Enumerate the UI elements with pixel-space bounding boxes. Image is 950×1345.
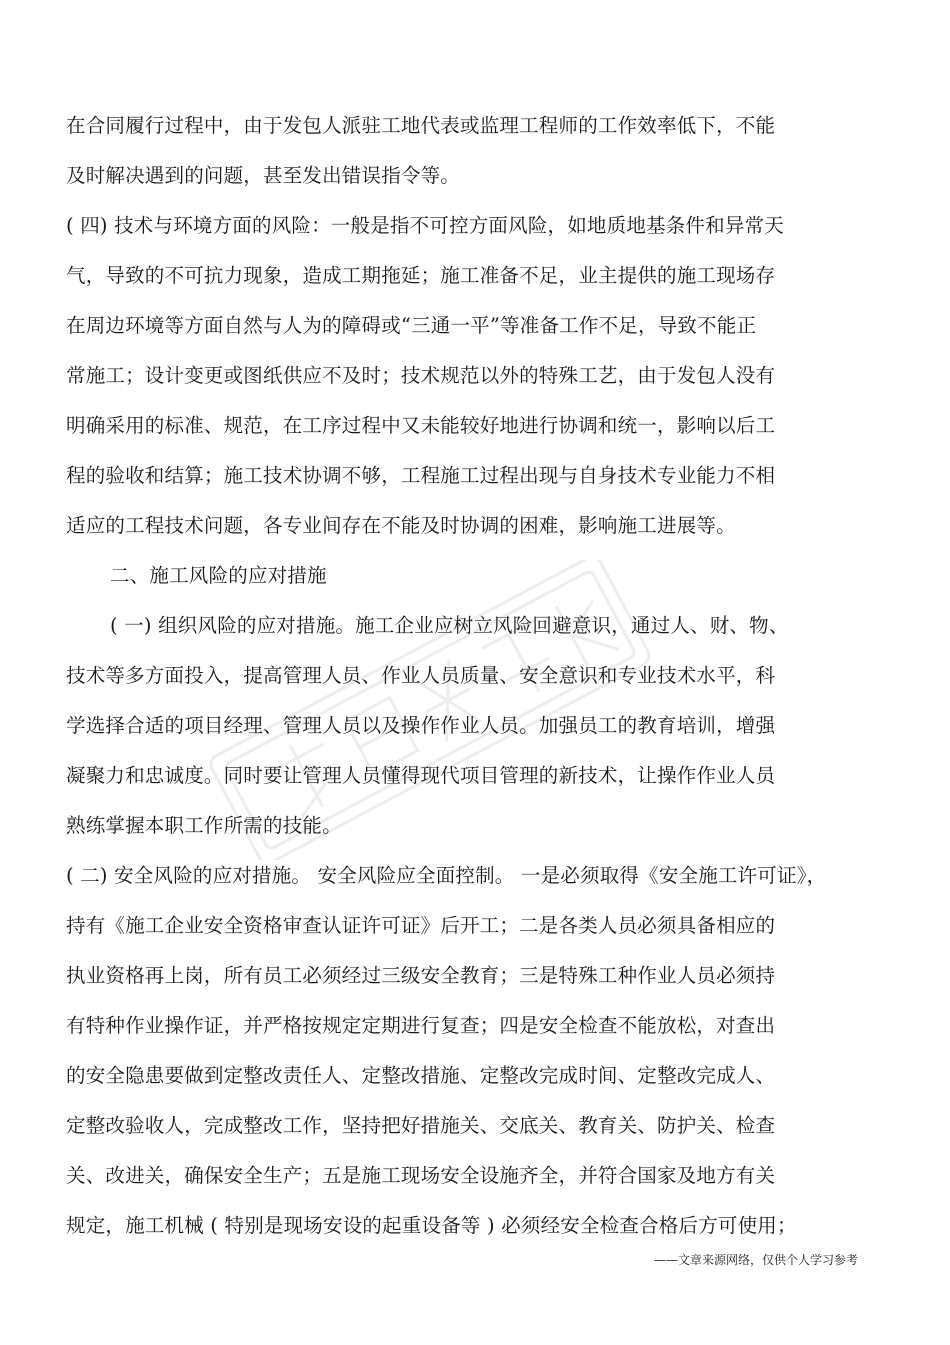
text-line-17: 持有《施工企业安全资格审查认证许可证》后开工；二是各类人员必须具备相应的	[66, 914, 776, 937]
footer-note: ——文章来源网络，仅供个人学习参考	[653, 1253, 858, 1267]
text-line-2: 及时解决遇到的问题，甚至发出错误指令等。	[66, 164, 461, 187]
text-line-9: 适应的工程技术问题，各专业间存在不能及时协调的困难，影响施工进展等。	[66, 514, 736, 537]
text-line-13: 学选择合适的项目经理、管理人员以及操作作业人员。加强员工的教育培训，增强	[66, 714, 776, 737]
text-line-3: ( 四) 技术与环境方面的风险：一般是指不可控方面风险，如地质地基条件和异常天	[66, 214, 784, 237]
text-line-15: 熟练掌握本职工作所需的技能。	[66, 814, 342, 837]
text-line-18: 执业资格再上岗，所有员工必须经过三级安全教育；三是特殊工种作业人员必须持	[66, 964, 776, 987]
text-line-23: 规定，施工机械 ( 特别是现场安设的起重设备等 ) 必须经安全检查合格后方可使用；	[66, 1214, 797, 1237]
text-line-5: 在周边环境等方面自然与人为的障碍或“三通一平”等准备工作不足，导致不能正	[66, 314, 757, 337]
text-line-19: 有特种作业操作证，并严格按规定定期进行复查；四是安全检查不能放松，对查出	[66, 1014, 776, 1037]
text-line-14: 凝聚力和忠诚度。同时要让管理人员懂得现代项目管理的新技术，让操作作业人员	[66, 764, 776, 787]
text-line-4: 气，导致的不可抗力现象，造成工期拖延；施工准备不足，业主提供的施工现场存	[66, 264, 776, 287]
text-line-8: 程的验收和结算；施工技术协调不够，工程施工过程出现与自身技术专业能力不相	[66, 464, 776, 487]
text-line-21: 定整改验收人，完成整改工作，坚持把好措施关、交底关、教育关、防护关、检查	[66, 1114, 776, 1137]
text-line-11: ( 一) 组织风险的应对措施。施工企业应树立风险回避意识，通过人、财、物、	[110, 614, 789, 637]
text-line-22: 关、改进关，确保安全生产；五是施工现场安全设施齐全，并符合国家及地方有关	[66, 1164, 776, 1187]
text-line-16: ( 二) 安全风险的应对措施。 安全风险应全面控制。 一是必须取得《安全施工许可证》，	[66, 864, 827, 887]
text-line-6: 常施工；设计变更或图纸供应不及时；技术规范以外的特殊工艺，由于发包人没有	[66, 364, 776, 387]
text-line-12: 技术等多方面投入，提高管理人员、作业人员质量、安全意识和专业技术水平，科	[66, 664, 776, 687]
text-line-20: 的安全隐患要做到定整改责任人、定整改措施、定整改完成时间、定整改完成人、	[66, 1064, 776, 1087]
text-line-7: 明确采用的标准、规范，在工序过程中又未能较好地进行协调和统一，影响以后工	[66, 414, 776, 437]
text-line-1: 在合同履行过程中，由于发包人派驻工地代表或监理工程师的工作效率低下，不能	[66, 114, 776, 137]
section-heading: 二、施工风险的应对措施	[110, 564, 327, 587]
